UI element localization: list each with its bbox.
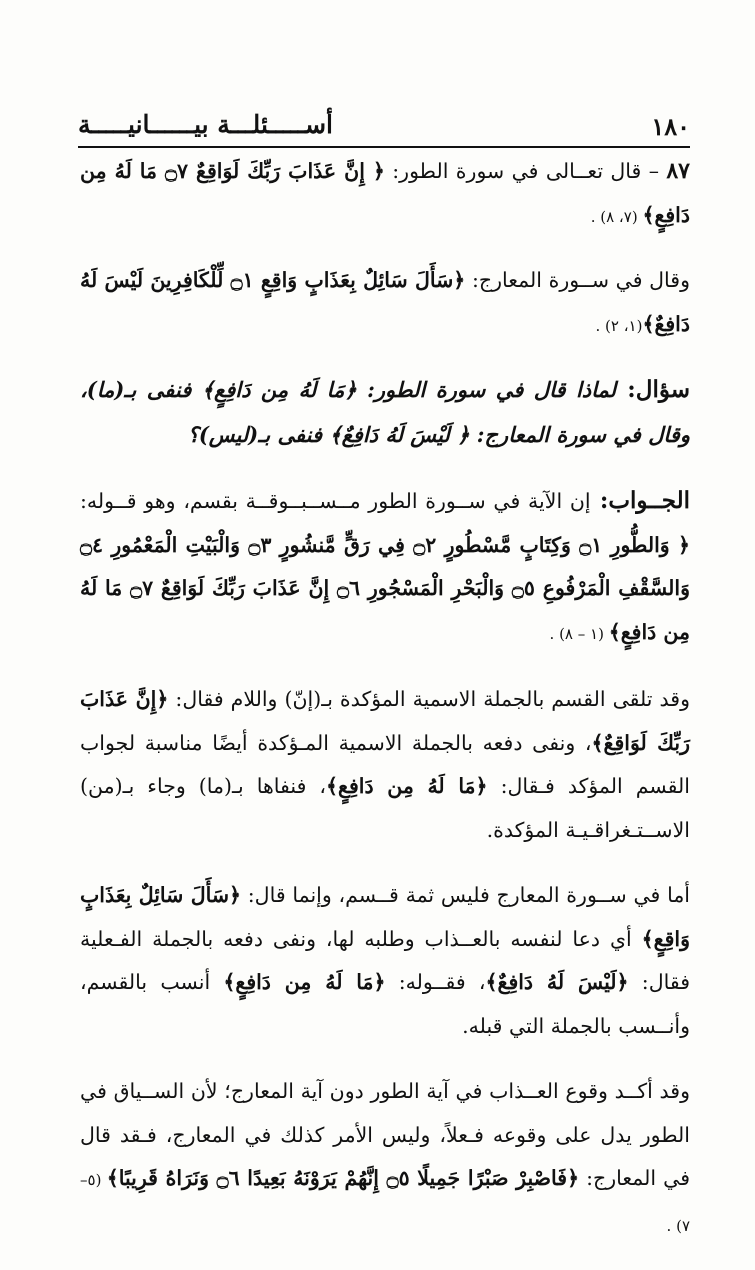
page-body	[80, 150, 690, 1270]
quran-verse: ﴿سَأَلَ سَائِلٌ بِعَذَابٍ وَاقِعٍ﴾	[80, 883, 690, 951]
quran-verse: ﴿ إِنَّ عَذَابَ رَبِّكَ لَوَاقِعٌ ۝٧ مَا لَهُ مِن دَافِعٍ﴾	[80, 159, 690, 227]
verse-reference: (١ – ٨) .	[549, 624, 609, 643]
paragraph-maarij	[80, 259, 690, 348]
paragraph-text: وقال في ســورة المعارج:	[465, 268, 690, 292]
verse-reference: (٧، ٨) .	[590, 207, 643, 226]
header-divider	[78, 146, 690, 148]
paragraph-text: أنسب بالقسم، وأنــسب بالجملة التي قبله.	[80, 970, 690, 1038]
paragraph-text: أما في ســورة المعارج فليس ثمة قــسم، وإنما قال:	[241, 883, 690, 907]
quran-verse: ﴿سَأَلَ سَائِلٌ بِعَذَابٍ وَاقِعٍ ۝١ لِّلْكَافِرِينَ لَيْسَ لَهُ دَافِعٌ﴾	[80, 268, 690, 336]
question-paragraph	[80, 368, 690, 457]
verse-reference: (٥– ٧) .	[80, 1171, 690, 1235]
book-title: أســـــئلـــة بيــــــانيـــــة	[78, 110, 334, 139]
running-header	[78, 110, 690, 146]
paragraph-text: ، ونفى دفعه بالجملة الاسمية المـؤكدة أيضًا مناسبة لجواب القسم المؤكد فـقال:	[80, 730, 690, 798]
quran-verse: ﴿إِنَّ عَذَابَ رَبِّكَ لَوَاقِعٌ﴾	[80, 687, 690, 755]
quran-verse: ﴿فَاصْبِرْ صَبْرًا جَمِيلًا ۝٥ إِنَّهُمْ يَرَوْنَهُ بَعِيدًا ۝٦ وَنَرَاهُ قَرِيبًا﴾	[106, 1166, 580, 1190]
paragraph-87	[80, 150, 690, 239]
paragraph-text: أي دعا لنفسه بالعــذاب وطلبه لها، ونفى دفعه بالجملة الفـعلية فقال:	[80, 926, 691, 994]
paragraph-text: وقد أكــد وقوع العــذاب في آية الطور دون آية المعارج؛ لأن الســياق في الطور يدل على وقوعه فـعلاً، وليس الأمر كذلك في المعارج، فـقد قال في المعارج:	[80, 1079, 691, 1190]
emphasis-paragraph	[80, 1070, 690, 1248]
verse-reference: (١، ٢) .	[595, 316, 643, 335]
paragraph-text: إن الآية في ســورة الطور مــســبــوقــة بقسم، وهو قــوله:	[80, 489, 591, 513]
answer-label: الجــواب:	[590, 487, 690, 514]
quran-verse: ﴿لَيْسَ لَهُ دَافِعٌ﴾	[485, 970, 629, 994]
question-text: لماذا قال في سورة الطور: ﴿مَا لَهُ مِن دَافِعٍ﴾ فنفى بـ(ما)، وقال في سورة المعارج: ﴿ لَيْسَ لَهُ دَافِعٌ﴾ فنفى بـ(ليس)؟	[80, 377, 690, 447]
question-label: سؤال:	[616, 376, 690, 403]
paragraph-text: وقد تلقى القسم بالجملة الاسمية المؤكدة بـ(إنّ) واللام فقال:	[168, 687, 690, 711]
item-number: ٨٧	[666, 158, 690, 184]
explanation-paragraph-tur	[80, 678, 690, 852]
quran-verse: ﴿مَا لَهُ مِن دَافِعٍ﴾	[326, 774, 488, 798]
quran-verse: ﴿ وَالطُّورِ ۝١ وَكِتَابٍ مَّسْطُورٍ ۝٢ فِي رَقٍّ مَّنشُورٍ ۝٣ وَالْبَيْتِ الْمَعْمُورِ ۝٤ وَالسَّقْفِ الْمَرْفُوعِ ۝٥ وَالْبَحْرِ الْمَسْجُورِ ۝٦ إِنَّ عَذَابَ رَبِّكَ لَوَاقِعٌ ۝٧ مَا لَهُ مِن دَافِعٍ﴾	[80, 532, 691, 644]
explanation-paragraph-maarij	[80, 874, 690, 1048]
paragraph-text: ، فقــوله:	[385, 970, 486, 994]
page-number: ١٨٠	[651, 112, 690, 141]
paragraph-text: – قال تعــالى في سورة الطور:	[384, 159, 667, 183]
answer-paragraph	[80, 479, 690, 656]
quran-verse: ﴿مَا لَهُ مِن دَافِعٍ﴾	[223, 970, 386, 994]
paragraph-text: ، فنفاها بـ(ما) وجاء بـ(من) الاســتـغراقـيـة المؤكدة.	[80, 774, 690, 842]
